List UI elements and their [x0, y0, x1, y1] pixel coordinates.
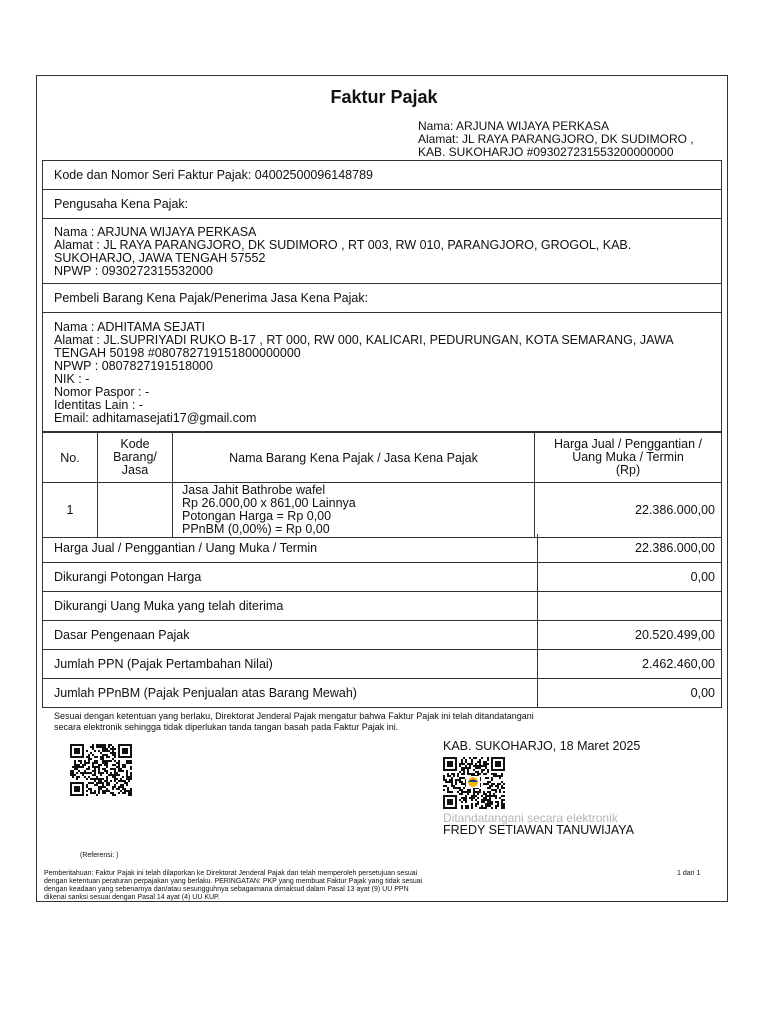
document-title: Faktur Pajak — [330, 87, 438, 107]
footer-notice — [44, 870, 422, 902]
pkp-nama: Nama : ARJUNA WIJAYA PERKASA — [54, 225, 257, 239]
col-no: No. — [43, 433, 98, 483]
summary-label: Dikurangi Uang Muka yang telah diterima — [54, 599, 284, 613]
header-nama: Nama: ARJUNA WIJAYA PERKASA — [418, 119, 609, 133]
summary-label: Jumlah PPN (Pajak Pertambahan Nilai) — [54, 657, 273, 671]
header-alamat-2: KAB. SUKOHARJO #093027231553200000000 — [418, 145, 674, 159]
buyer-label-row — [42, 284, 722, 313]
buyer-alamat-1: Alamat : JL.SUPRIYADI RUKO B-17 , RT 000, RW 000, KALICARI, PEDURUNGAN, KOTA SEMARANG, JAWA — [54, 333, 674, 347]
col-harga — [535, 433, 722, 483]
summary-label: Dasar Pengenaan Pajak — [54, 628, 190, 642]
pkp-label-row — [42, 190, 722, 219]
summary-value: 2.462.460,00 — [537, 650, 721, 678]
col-kode-line-1: Kode — [120, 437, 150, 451]
col-harga-line-1: Harga Jual / Penggantian / — [553, 437, 703, 451]
item-desc-1: Jasa Jahit Bathrobe wafel — [182, 483, 326, 497]
items-header-row — [43, 433, 722, 483]
legal-note — [54, 711, 534, 733]
col-harga-line-3: (Rp) — [615, 463, 641, 477]
items-table — [42, 432, 722, 538]
buyer-label: Pembeli Barang Kena Pajak/Penerima Jasa Kena Pajak: — [54, 291, 369, 305]
summary-label: Harga Jual / Penggantian / Uang Muka / Termin — [54, 541, 318, 555]
djp-logo-icon — [466, 776, 480, 788]
table-row — [43, 483, 722, 538]
summary-value: 20.520.499,00 — [537, 621, 721, 649]
serial-number-text: Kode dan Nomor Seri Faktur Pajak: 04002500096148789 — [54, 168, 373, 182]
footer-line-2: dengan ketentuan peraturan perpajakan yang berlaku. PERINGATAN: PKP yang membuat Faktur Pajak yang tidak sesuai — [44, 878, 423, 885]
legal-note-2: secara elektronik sehingga tidak diperlukan tanda tangan basah pada Faktur Pajak ini. — [54, 722, 399, 732]
buyer-identitas: Identitas Lain : - — [54, 398, 143, 412]
summary-value: 22.386.000,00 — [537, 534, 721, 562]
pkp-alamat-1: Alamat : JL RAYA PARANGJORO, DK SUDIMORO , RT 003, RW 010, PARANGJORO, GROGOL, KAB. — [54, 238, 632, 252]
footer-line-3: dengan keadaan yang sebenarnya dan/atau sesungguhnya sebagaimana dimaksud dalam Pasal 13 ayat (9) UU PPN — [44, 886, 409, 893]
summary-value: 0,00 — [537, 679, 721, 707]
item-kode — [98, 483, 173, 538]
item-desc-4: PPnBM (0,00%) = Rp 0,00 — [182, 522, 330, 536]
summary-row — [42, 592, 722, 621]
summary-row — [42, 534, 722, 563]
signed-electronically: Ditandatangani secara elektronik — [443, 811, 618, 825]
summary-value: 0,00 — [537, 563, 721, 591]
col-kode — [98, 433, 173, 483]
summary-row — [42, 650, 722, 679]
pkp-label: Pengusaha Kena Pajak: — [54, 197, 189, 211]
summary-label: Dikurangi Potongan Harga — [54, 570, 202, 584]
sign-place-date: KAB. SUKOHARJO, 18 Maret 2025 — [443, 739, 641, 753]
buyer-nama: Nama : ADHITAMA SEJATI — [54, 320, 205, 334]
summary-row — [42, 679, 722, 708]
item-description — [173, 483, 535, 538]
item-harga: 22.386.000,00 — [535, 483, 722, 538]
buyer-npwp: NPWP : 0807827191518000 — [54, 359, 213, 373]
col-harga-line-2: Uang Muka / Termin — [572, 450, 684, 464]
item-desc-3: Potongan Harga = Rp 0,00 — [182, 509, 332, 523]
col-kode-line-2: Barang/ — [113, 450, 157, 464]
col-kode-line-3: Jasa — [121, 463, 149, 477]
signer-name: FREDY SETIAWAN TANUWIJAYA — [443, 823, 634, 837]
pkp-details — [42, 219, 722, 284]
footer-line-4: dikenai sanksi sesuai dengan Pasal 14 ayat (4) UU KUP. — [44, 894, 220, 901]
summary-value — [537, 592, 721, 620]
buyer-details — [42, 313, 722, 432]
header-alamat-1: Alamat: JL RAYA PARANGJORO, DK SUDIMORO , — [418, 132, 694, 146]
item-desc-2: Rp 26.000,00 x 861,00 Lainnya — [182, 496, 356, 510]
col-nama: Nama Barang Kena Pajak / Jasa Kena Pajak — [173, 433, 535, 483]
summary-label: Jumlah PPnBM (Pajak Penjualan atas Barang Mewah) — [54, 686, 357, 700]
buyer-nik: NIK : - — [54, 372, 90, 386]
buyer-paspor: Nomor Paspor : - — [54, 385, 150, 399]
pkp-alamat-2: SUKOHARJO, JAWA TENGAH 57552 — [54, 251, 266, 265]
buyer-email: Email: adhitamasejati17@gmail.com — [54, 411, 257, 425]
summary-row — [42, 563, 722, 592]
pkp-npwp: NPWP : 0930272315532000 — [54, 264, 213, 278]
footer-line-1: Pemberitahuan: Faktur Pajak ini telah dilaporkan ke Direktorat Jenderal Pajak dan telah memperoleh persetujuan sesuai — [44, 870, 418, 877]
qr-code-left — [70, 744, 132, 796]
summary-row — [42, 621, 722, 650]
buyer-alamat-2: TENGAH 50198 #080782719151800000000 — [54, 346, 301, 360]
serial-number-row — [42, 160, 722, 190]
seller-header — [418, 120, 694, 159]
legal-note-1: Sesuai dengan ketentuan yang berlaku, Direktorat Jenderal Pajak mengatur bahwa Faktur Pajak ini telah ditandatangani — [54, 711, 534, 721]
item-no: 1 — [43, 483, 98, 538]
referensi: (Referensi: ) — [80, 852, 119, 859]
page-number: 1 dari 1 — [677, 870, 701, 877]
